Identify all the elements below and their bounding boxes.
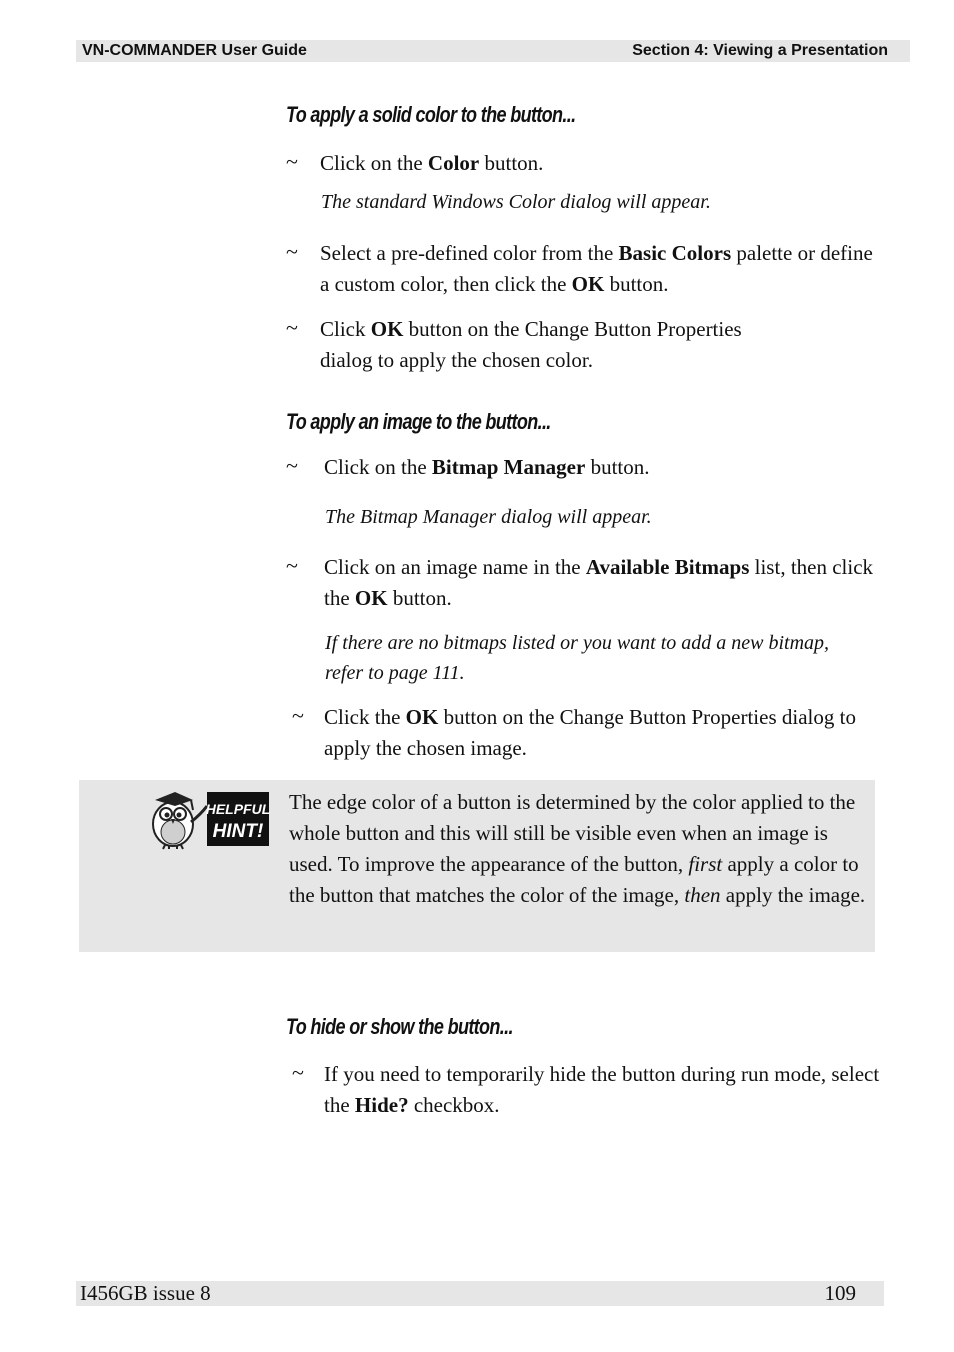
note-bitmap-manager-dialog: The Bitmap Manager dialog will appear. — [325, 506, 652, 528]
heading-solid-color: To apply a solid color to the button... — [286, 102, 576, 127]
note-windows-color-dialog: The standard Windows Color dialog will appear. — [321, 191, 711, 213]
heading-hide-show: To hide or show the button... — [286, 1014, 513, 1039]
step-text: Click the OK button on the Change Button Properties dialog to apply the chosen image. — [324, 705, 856, 760]
footer-page-number: 109 — [824, 1281, 856, 1305]
helpful-hint-box — [79, 780, 875, 952]
helpful-hint-owl-icon — [147, 788, 271, 850]
bullet: ~ — [286, 239, 298, 264]
bullet: ~ — [286, 453, 298, 478]
bullet: ~ — [286, 315, 298, 340]
step-text: If you need to temporarily hide the button during run mode, select the Hide? checkbox. — [324, 1062, 880, 1117]
page-footer — [76, 1281, 884, 1306]
step-text: Click on the Color button. — [320, 151, 544, 175]
step-text: Click on the Bitmap Manager button. — [324, 455, 650, 479]
step-text: Select a pre-defined color from the Basic Colors palette or define a custom color, then click the OK button. — [320, 241, 873, 296]
page-header — [76, 40, 910, 62]
hint-icon-label-helpful: HELPFUL — [205, 801, 271, 817]
bullet: ~ — [292, 1060, 304, 1085]
footer-document-id: I456GB issue 8 — [80, 1281, 211, 1305]
note-no-bitmaps: If there are no bitmaps listed or you want to add a new bitmap, refer to page 111. — [325, 632, 830, 684]
bullet: ~ — [292, 703, 304, 728]
bullet: ~ — [286, 149, 298, 174]
hint-icon-label-hint: HINT! — [212, 821, 264, 842]
hint-text: The edge color of a button is determined by the color applied to the whole button and this will still be visible even when an image is used. To improve the appearance of the button, first apply a color to the button that matches the color of the image, then apply the image. — [289, 790, 866, 907]
bullet: ~ — [286, 553, 298, 578]
header-guide-title: VN-COMMANDER User Guide — [82, 42, 307, 59]
step-text: Click on an image name in the Available Bitmaps list, then click the OK button. — [324, 555, 874, 610]
step-text: Click OK button on the Change Button Properties dialog to apply the chosen color. — [320, 317, 742, 372]
heading-apply-image: To apply an image to the button... — [286, 409, 551, 434]
header-section-title: Section 4: Viewing a Presentation — [632, 42, 888, 59]
